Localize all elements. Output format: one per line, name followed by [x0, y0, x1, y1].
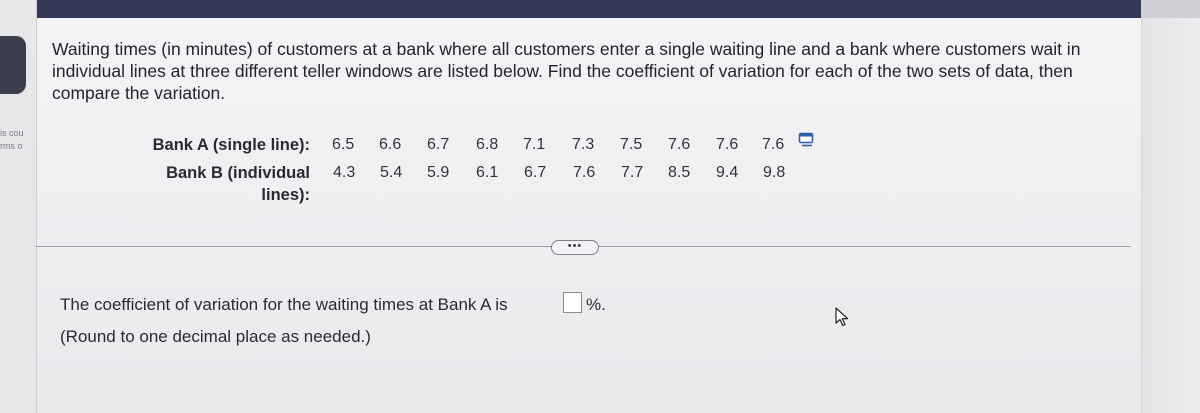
- bank-a-value: 6.7: [427, 136, 450, 153]
- left-panel-tab[interactable]: [0, 36, 26, 94]
- answer-input[interactable]: [563, 292, 582, 313]
- question-text: Waiting times (in minutes) of customers at a bank where all customers enter a single waiting line and a bank where customers wait in individual lines at three different teller windows are listed below. Find the coefficient of variation for each of the two sets of data, then compare the variation.: [52, 39, 1081, 103]
- bank-b-value: 9.8: [763, 164, 786, 181]
- bank-a-value: 7.5: [620, 136, 643, 153]
- right-edge-panel: [1141, 18, 1200, 413]
- bank-a-value: 7.1: [523, 136, 546, 153]
- mouse-cursor-icon: [834, 307, 850, 327]
- copy-icon[interactable]: [798, 132, 816, 148]
- bank-a-value: 6.8: [476, 136, 499, 153]
- left-gutter: [0, 0, 37, 413]
- bank-b-value: 6.1: [476, 164, 499, 181]
- bank-a-value: 7.3: [572, 136, 595, 153]
- bank-b-value: 5.4: [380, 164, 403, 181]
- top-bar-edge: [1141, 0, 1200, 18]
- bank-a-value: 7.6: [762, 136, 785, 153]
- expand-more-button[interactable]: •••: [551, 240, 599, 255]
- bank-b-value: 6.7: [524, 164, 547, 181]
- top-bar: [36, 0, 1141, 18]
- bank-a-label: Bank A (single line):: [152, 136, 310, 154]
- answer-unit: %.: [586, 295, 606, 314]
- side-snippet-2: rms o: [0, 141, 23, 151]
- bank-a-value: 6.5: [332, 136, 355, 153]
- bank-b-label-line1: Bank B (individual: [166, 164, 310, 182]
- rounding-hint: (Round to one decimal place as needed.): [60, 327, 371, 346]
- bank-b-label-line2: lines):: [261, 186, 310, 204]
- bank-b-value: 5.9: [427, 164, 450, 181]
- bank-b-value: 9.4: [716, 164, 739, 181]
- bank-b-value: 8.5: [668, 164, 691, 181]
- bank-b-value: 7.7: [621, 164, 644, 181]
- bank-a-value: 7.6: [716, 136, 739, 153]
- answer-prompt: The coefficient of variation for the waiting times at Bank A is: [60, 295, 508, 314]
- bank-b-value: 4.3: [333, 164, 356, 181]
- side-snippet-1: is cou: [0, 128, 24, 138]
- bank-b-value: 7.6: [573, 164, 596, 181]
- bank-a-value: 6.6: [379, 136, 402, 153]
- bank-a-value: 7.6: [668, 136, 691, 153]
